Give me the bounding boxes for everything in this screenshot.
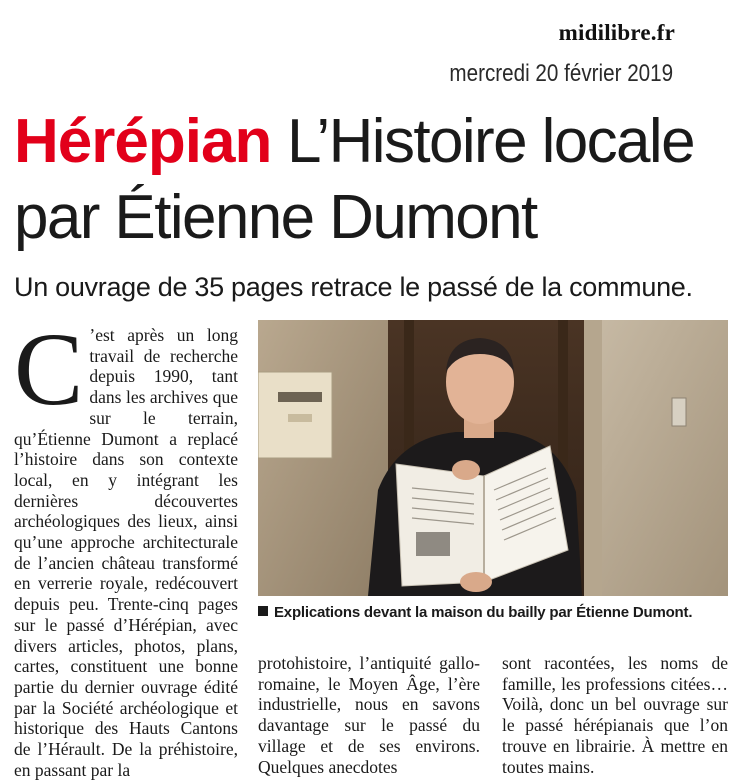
subheadline: Un ouvrage de 35 pages retrace le passé de la commune. (14, 272, 693, 302)
article-text-1: ’est après un long travail de recherche depuis 1990, tant dans les archives que sur le terrain, qu’Étienne Dumont a replacé l’histoire dans son contexte local, en y intégrant les dernières découvertes archéologiques des lieux, ainsi qu’une approche architecturale de l’ancien château transformé en verrerie royale, redécouvert depuis peu. Trente-cinq pages sur le passé d’Hérépian, avec divers articles, photos, plans, cartes, constituent une bonne partie du dernier ouvrage édité par la Société archéologique et historique des Hauts Cantons de l’Hérault. De la préhistoire, en passant par la (14, 325, 238, 780)
article-column-2 (258, 653, 480, 777)
article-column-3 (502, 653, 728, 777)
article-text-2: protohistoire, l’antiquité gallo-romaine, le Moyen Âge, l’ère industrielle, nous en savons davantage sur le passé du village et de ses environs. Quelques anecdotes (258, 653, 480, 777)
drop-cap: C (14, 312, 84, 427)
article-text-3: sont racontées, les noms de famille, les professions citées… Voilà, donc un bel ouvrage sur le passé hérépianais que l’on trouve en librairie. À mettre en toutes mains. (502, 653, 728, 777)
photo-caption-text: Explications devant la maison du bailly par Étienne Dumont. (274, 604, 693, 621)
caption-bullet (258, 606, 268, 616)
article-photo (258, 320, 728, 596)
article-column-1 (14, 312, 238, 780)
photo-illustration (258, 320, 728, 596)
source-name: midilibre.fr (558, 20, 675, 45)
photo-caption (258, 604, 733, 621)
headline-town: Hérépian (14, 107, 272, 176)
publication-date: mercredi 20 février 2019 (449, 60, 673, 87)
headline-line2: par Étienne Dumont (14, 183, 537, 252)
headline-line1: L’Histoire locale (271, 107, 694, 176)
headline (14, 104, 741, 256)
